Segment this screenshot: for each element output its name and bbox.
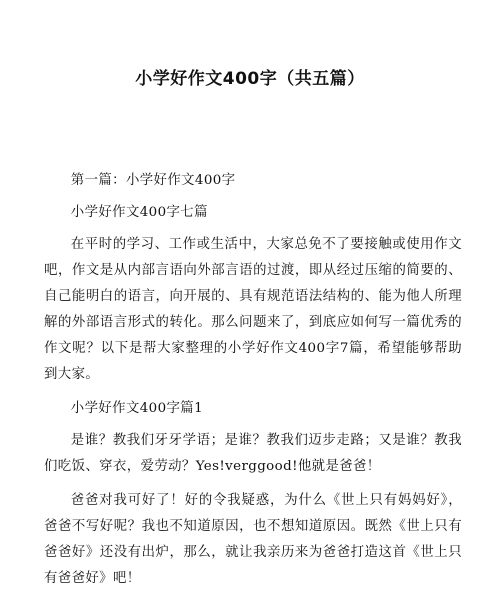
article-heading: 小学好作文400字篇1 xyxy=(70,401,204,416)
section-subheading: 小学好作文400字七篇 xyxy=(70,205,208,220)
body-paragraph: 是谁？教我们牙牙学语；是谁？教我们迈步走路；又是谁？教我们吃饭、穿衣，爱劳动？Yes!verggood!他就是爸爸！ xyxy=(44,433,462,474)
document-body xyxy=(44,168,462,600)
section-heading: 第一篇：小学好作文400字 xyxy=(70,173,236,188)
body-paragraph: 爸爸对我可好了！好的令我疑惑，为什么《世上只有妈妈好》，爸爸不写好呢？我也不知道原因，也不想知道原因。既然《世上只有爸爸好》还没有出炉，那么，就让我亲历来为爸爸打造这首《世上只有爸爸好》吧！ xyxy=(44,493,462,586)
body-paragraph: 在平时的学习、工作或生活中，大家总免不了要接触或使用作文吧，作文是从内部言语向外部言语的过渡，即从经过压缩的简要的、自己能明白的语言，向开展的、具有规范语法结构的、能为他人所理解的外部语言形式的转化。那么问题来了，到底应如何写一篇优秀的作文呢？以下是帮大家整理的小学好作文400字7篇，希望能够帮助到大家。 xyxy=(44,237,462,382)
document-title: 小学好作文400字（共五篇） xyxy=(135,69,365,89)
